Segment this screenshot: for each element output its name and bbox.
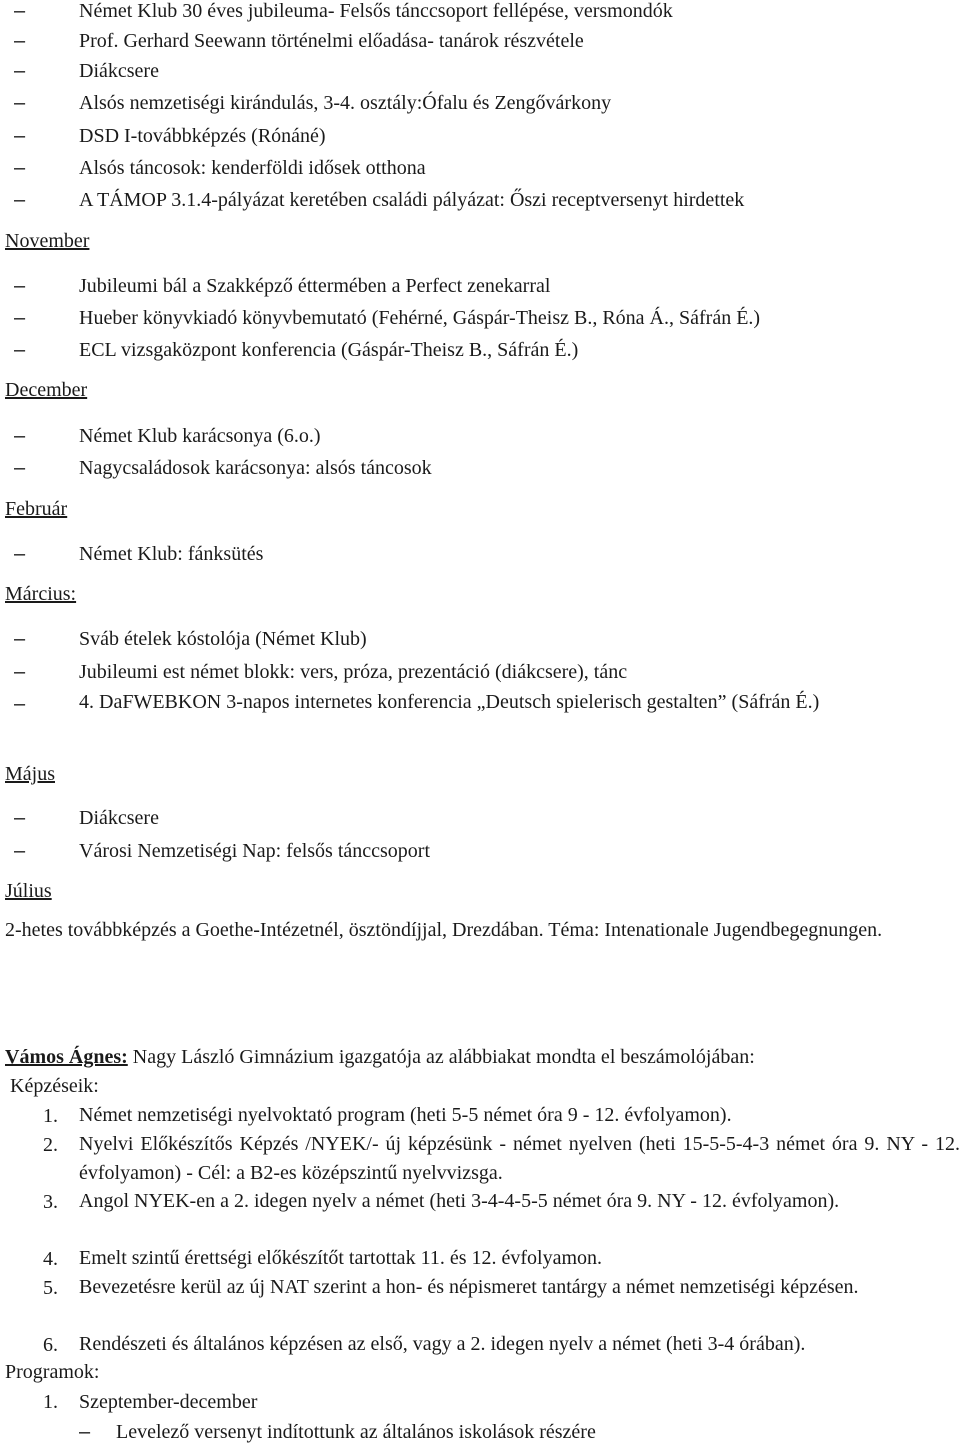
dash-bullet: –	[14, 0, 26, 22]
list-item-text: Jubileumi est német blokk: vers, próza, prezentáció (diákcsere), tánc	[79, 661, 628, 683]
list-item-text: Német Klub: fánksütés	[79, 543, 264, 565]
list-item-text: Hueber könyvkiadó könyvbemutató (Fehérné, Gáspár-Theisz B., Róna Á., Sáfrán É.)	[79, 307, 761, 329]
list-item-text: ECL vizsgaközpont konferencia (Gáspár-Theisz B., Sáfrán É.)	[79, 339, 579, 361]
list-item-text: DSD I-továbbképzés (Rónáné)	[79, 125, 326, 147]
list-number: 2.	[43, 1134, 58, 1156]
list-item-text: Levelező versenyt indítottunk az általános iskolások részére	[116, 1421, 596, 1443]
dash-bullet: –	[14, 425, 26, 447]
month-heading-julius: Július	[5, 880, 52, 902]
dash-bullet: –	[14, 30, 26, 52]
speaker-intro: Nagy László Gimnázium igazgatója az alábbiakat mondta el beszámolójában:	[127, 1046, 755, 1068]
dash-bullet: –	[14, 157, 26, 179]
dash-bullet: –	[14, 92, 26, 114]
list-item-text: Angol NYEK-en a 2. idegen nyelv a német (heti 3-4-4-5-5 német óra 9. NY - 12. évfolyamon).	[79, 1190, 840, 1212]
list-number: 3.	[43, 1191, 58, 1213]
list-item-text: Emelt szintű érettségi előkészítőt tartottak 11. és 12. évfolyamon.	[79, 1247, 603, 1269]
list-item-text: A TÁMOP 3.1.4-pályázat keretében családi pályázat: Őszi receptversenyt hirdettek	[79, 189, 745, 211]
dash-bullet: –	[79, 1421, 91, 1443]
dash-bullet: –	[14, 189, 26, 211]
list-item-text: Városi Nemzetiségi Nap: felsős tánccsoport	[79, 840, 431, 862]
list-item-text: Alsós táncosok: kenderföldi idősek otthona	[79, 157, 426, 179]
dash-bullet: –	[14, 693, 26, 715]
list-item-text: Alsós nemzetiségi kirándulás, 3-4. osztály:Ófalu és Zengővárkony	[79, 92, 612, 114]
list-number: 6.	[43, 1334, 58, 1356]
list-item-text: Bevezetésre kerül az új NAT szerint a hon- és népismeret tantárgy a német nemzetiségi képzésen.	[79, 1276, 859, 1298]
list-item-text: Szeptember-december	[79, 1391, 258, 1413]
list-item-text: Német Klub karácsonya (6.o.)	[79, 425, 321, 447]
list-number: 1.	[43, 1391, 58, 1413]
list-item-text: Sváb ételek kóstolója (Német Klub)	[79, 628, 367, 650]
list-item-text: Nyelvi Előkészítős Képzés /NYEK/- új képzésünk - német nyelven (heti 15-5-5-4-3 német óra 9. NY - 12. évfolyamon) - Cél: a B2-es középszintű nyelvvizsga.	[79, 1133, 960, 1184]
kepzeseik-label: Képzéseik:	[10, 1075, 99, 1097]
list-item-text: Német Klub 30 éves jubileuma- Felsős tánccsoport fellépése, versmondók	[79, 0, 673, 22]
dash-bullet: –	[14, 628, 26, 650]
dash-bullet: –	[14, 60, 26, 82]
dash-bullet: –	[14, 307, 26, 329]
list-item-text: Diákcsere	[79, 60, 159, 82]
julius-paragraph: 2-hetes továbbképzés a Goethe-Intézetnél, ösztöndíjjal, Drezdában. Téma: Intenationale Jugendbegegnungen.	[5, 919, 883, 941]
list-item-text: Német nemzetiségi nyelvoktató program (heti 5-5 német óra 9 - 12. évfolyamon).	[79, 1104, 732, 1126]
list-item-text: 4. DaFWEBKON 3-napos internetes konferencia „Deutsch spielerisch gestalten” (Sáfrán É.)	[79, 691, 820, 713]
list-item-text: Prof. Gerhard Seewann történelmi előadása- tanárok részvétele	[79, 30, 584, 52]
month-heading-marcius: Március:	[5, 583, 77, 605]
dash-bullet: –	[14, 275, 26, 297]
programok-label: Programok:	[5, 1361, 100, 1383]
month-heading-majus: Május	[5, 763, 55, 785]
dash-bullet: –	[14, 543, 26, 565]
list-number: 1.	[43, 1105, 58, 1127]
report-intro	[5, 1047, 755, 1067]
dash-bullet: –	[14, 661, 26, 683]
list-number: 4.	[43, 1248, 58, 1270]
dash-bullet: –	[14, 339, 26, 361]
list-item-text: Rendészeti és általános képzésen az első, vagy a 2. idegen nyelv a német (heti 3-4 órában).	[79, 1333, 806, 1355]
month-heading-december: December	[5, 379, 88, 401]
list-item-text: Jubileumi bál a Szakképző éttermében a Perfect zenekarral	[79, 275, 551, 297]
dash-bullet: –	[14, 125, 26, 147]
speaker-name: Vámos Ágnes:	[5, 1046, 128, 1068]
list-number: 5.	[43, 1277, 58, 1299]
dash-bullet: –	[14, 807, 26, 829]
month-heading-februar: Február	[5, 498, 68, 520]
list-item-text: Nagycsaládosok karácsonya: alsós táncosok	[79, 457, 432, 479]
dash-bullet: –	[14, 840, 26, 862]
list-item-text: Diákcsere	[79, 807, 159, 829]
month-heading-november: November	[5, 230, 90, 252]
dash-bullet: –	[14, 457, 26, 479]
